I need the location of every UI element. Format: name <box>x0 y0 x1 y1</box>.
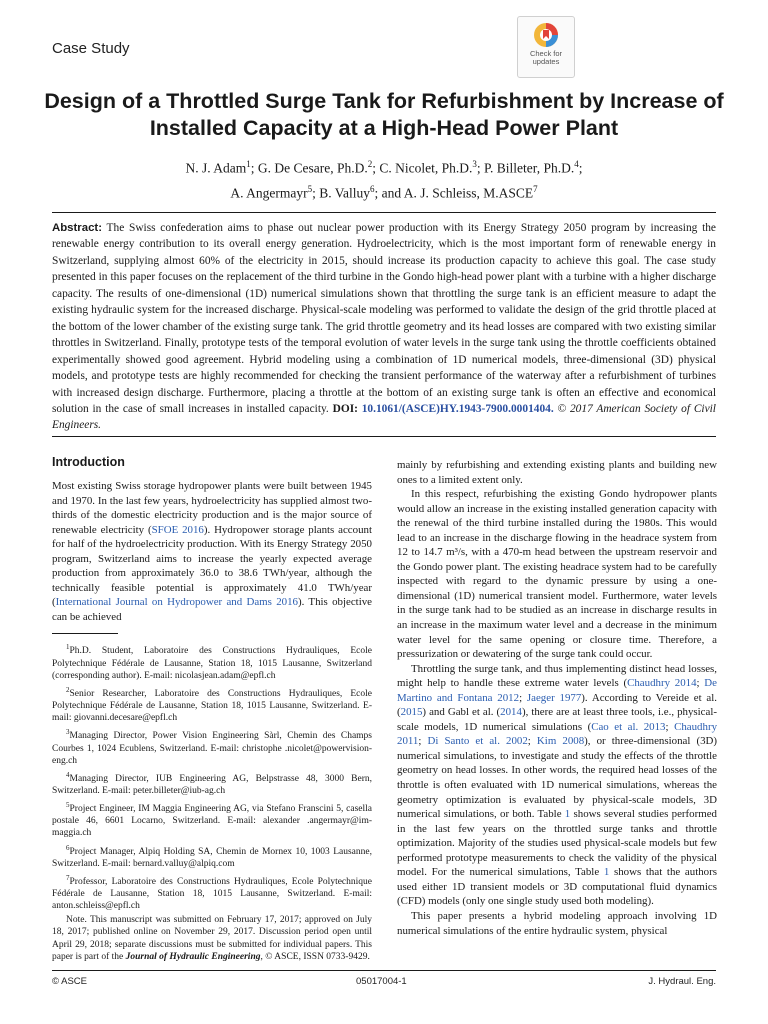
footnote <box>52 726 372 766</box>
doi-link[interactable]: 10.1061/(ASCE)HY.1943-7900.0001404. <box>361 402 554 415</box>
body-paragraph <box>397 662 717 909</box>
body-paragraph: In this respect, refurbishing the existing Gondo hydropower plants would allow an increase in the existing installed generation capacity with the renewal of the third turbine installed during the 1980s. This would lead to an increase in the discharge flowing in the headrace system from 12 to 14.7 m³/s, with a 470-m head between the upstream reservoir and the Gondo power plant. The existing headrace system had to be carefully inspected with regard to the dynamic pressure by using a one-dimensional (1D) numerical transient model. Furthermore, water levels in the surge tank had to be studied as an increase in discharge results in an increase in the maximum water level and a decrease in the minimum water level for the same opening or closure time. Therefore, a pressurization or dewatering of the surge tank could occur. <box>397 488 717 661</box>
text-run: shows that the authors used either 1D transient models or 3D computational fluid dynamics (CFD) models (only one single study used both modeling). <box>397 866 717 908</box>
citation-link[interactable]: Di Santo et al. 2002 <box>427 735 528 748</box>
footnote-text: Project Engineer, IM Maggia Engineering AG, via Stefano Franscini 5, casella postale 46, 6601 Locarno, Switzerland. E-mail: alexander .angermayr@im-maggia.ch <box>52 804 372 839</box>
footnote-mark: 5 <box>66 801 70 810</box>
footnote-text: Professor, Laboratoire des Constructions Hydrauliques, Ecole Polytechnique Fédérale de Lausanne, Station 18, 1015 Lausanne, Switzerland. E-mail: anton.schleiss@epfl.ch <box>52 877 372 912</box>
text-run: ), or three-dimensional (3D) numerical simulations, to investigate and study the effects of the throttle geometry on head losses. In other words, the required head losses of the throttle is often evaluated with 1D numerical simulations, whereas the geometry optimization is evaluated by physical-scale models, 3D numerical simulations, or both. Table <box>397 735 718 821</box>
text-run: ), there are at least three tools, i.e., physical-scale models, 1D numerical simulations ( <box>397 706 718 733</box>
author-affiliation-mark: 7 <box>533 183 538 194</box>
footnote-mark: 1 <box>66 643 70 652</box>
table-link[interactable]: 1 <box>603 866 610 879</box>
check-for-updates-badge[interactable] <box>517 16 575 78</box>
body-paragraph: This paper presents a hybrid modeling approach involving 1D numerical simulations of the entire hydraulic system, physical <box>397 909 717 937</box>
citation-link[interactable]: Chaudhry 2014 <box>627 677 697 690</box>
footnote <box>52 769 372 797</box>
text-run: ; <box>418 735 428 748</box>
footnote <box>52 684 372 724</box>
doi-label: DOI: <box>332 402 358 415</box>
section-label: Case Study <box>52 40 130 57</box>
author: P. Billeter, Ph.D. <box>484 160 575 176</box>
text-run: ; <box>527 735 537 748</box>
footnote-text: Senior Researcher, Laboratoire des Constructions Hydrauliques, Ecole Polytechnique Fédérale de Lausanne, Station 18, 1015 Lausanne, Switzerland. E-mail: giovanni.decesare@epfl.ch <box>52 689 372 724</box>
body-paragraph: mainly by refurbishing and extending existing plants and building new ones to a limited extent only. <box>397 459 717 486</box>
author-affiliation-mark: 2 <box>367 159 373 169</box>
author-affiliation-mark: 1 <box>246 159 251 169</box>
author-separator: ; <box>312 185 320 200</box>
footnote <box>52 641 372 681</box>
text-run: Throttling the surge tank, and thus implementing distinct head losses, might help to handle these extreme water levels ( <box>397 662 717 690</box>
footer-article-number: 05017004-1 <box>356 976 407 987</box>
text-run: Most existing Swiss storage hydropower plants were built between 1945 and 1970. In the last few years, hydroelectricity has supplied almost two-thirds of the domestic electricity production and is the major source of renewable electricity ( <box>52 480 372 536</box>
footnote-mark: 4 <box>66 770 70 779</box>
author-separator: ; and <box>374 185 404 200</box>
author: N. J. Adam <box>185 160 247 176</box>
footnote-text: Project Manager, Alpiq Holding SA, Chemin de Mornex 10, 1003 Lausanne, Switzerland. E-mail: bernard.valluy@alpiq.com <box>52 846 372 869</box>
divider <box>52 436 716 437</box>
citation-link[interactable]: Cao et al. 2013 <box>591 720 666 733</box>
copyright: © 2017 American Society of Civil Engineers. <box>52 402 716 432</box>
abstract <box>52 220 716 434</box>
citation-link[interactable]: SFOE 2016 <box>151 523 204 536</box>
abstract-text: The Swiss confederation aims to phase out nuclear power production with its Energy Strategy 2050 program by increasing the renewable energy contribution to its overall energy generation. Hydroelectricity, which is the most important form of renewable energy in Switzerland, supplying almost 60% of the electricity in 2015, should increase its production capacity to achieve this goal. The case study presented in this paper focuses on the replacement of the third turbine in the Gondo high-head power plant with a turbine with a higher discharge capacity. The results of one-dimensional (1D) numerical simulations shown that throttling the surge tank is an efficient measure to adapt the existing hydraulic system for the increased discharge. Physical-scale modeling was performed to validate the design of the grid throttle placed at the bottom of the lower chamber of the existing surge tank. The grid throttle geometry and its head losses are compared with two existing similar throttles in Switzerland. Finally, prototype tests of the temporal evolution of water levels in the surge tank using the throttle coefficients obtained experimentally showed good agreement. Hybrid modeling using a combination of 1D numerical models, three-dimensional (3D) physical models, and prototype tests are highly recommended for checking the transient performance of the waterway after a refurbishment of turbines with increased design discharge. Furthermore, placing a throttle at the bottom of an existing surge tank is often an effective and economical solution in the case of small increases in installed capacity. <box>52 222 716 415</box>
check-for-updates-icon <box>533 22 559 48</box>
text-run: ). Hydropower storage plants account for half of the hydroelectricity production. With its Energy Strategy 2050 program, Switzerland aims to increase the yearly expected average production from approximately 36.0 to 38.6 TWh/year, although the technically feasible potential is approximately 41.0 TWh/year ( <box>52 523 372 609</box>
divider <box>52 212 716 213</box>
text-run: shows several studies performed in the last few years on the throttled surge tanks and throttle optimization. Majority of the studies used physical-scale models but few performed prototype measurements to check the validity of the physical model. For the numerical simulations, Table <box>397 808 717 879</box>
citation-link[interactable]: Chaudhry 2011 <box>397 720 718 748</box>
footnote <box>52 842 372 870</box>
citation-link[interactable]: De Martino and Fontana 2012 <box>397 677 717 704</box>
section-heading: Introduction <box>52 455 125 469</box>
author: G. De Cesare, Ph.D. <box>257 160 368 176</box>
author-affiliation-mark: 4 <box>574 159 579 169</box>
footnote <box>52 872 372 912</box>
text-run: ). According to Vereide et al. ( <box>397 691 717 719</box>
footnote-divider <box>52 633 118 634</box>
author-affiliation-mark: 5 <box>307 183 313 194</box>
paper-title: Design of a Throttled Surge Tank for Refurbishment by Increase of Installed Capacity at a High-Head Power Plant <box>44 89 724 140</box>
author: A. Angermayr <box>230 185 308 200</box>
footer-publisher: © ASCE <box>52 976 87 987</box>
footnote-mark: 6 <box>66 843 70 852</box>
citation-link[interactable]: International Journal on Hydropower and Dams 2016 <box>55 596 298 609</box>
author: B. Valluy <box>319 185 370 200</box>
footnote-mark: 7 <box>66 873 70 882</box>
text-run: ) and Gabl et al. ( <box>422 706 501 719</box>
text-run: , © ASCE, ISSN 0733-9429. <box>260 951 370 962</box>
author-list <box>40 154 728 203</box>
footer-divider <box>52 970 716 971</box>
citation-link[interactable]: 2015 <box>400 706 423 719</box>
text-run: ; <box>696 677 705 690</box>
footnote-text: Managing Director, Power Vision Engineering Sàrl, Chemin des Champs Courbes 1, 1024 Ecublens, Switzerland. E-mail: christophe .nicolet@powervision-eng.ch <box>52 731 372 766</box>
author-separator: ; <box>578 160 583 176</box>
footer-journal: J. Hydraul. Eng. <box>648 976 716 987</box>
citation-link[interactable]: Kim 2008 <box>536 735 585 748</box>
table-link[interactable]: 1 <box>564 808 571 821</box>
citation-link[interactable]: 2014 <box>500 706 522 719</box>
author-separator: ; <box>476 160 485 176</box>
abstract-label: Abstract: <box>52 222 103 234</box>
author: C. Nicolet, Ph.D. <box>379 160 473 176</box>
footnote-mark: 3 <box>66 728 70 737</box>
journal-name: Journal of Hydraulic Engineering <box>125 951 261 962</box>
author-separator: ; <box>250 160 258 176</box>
text-run: Note. This manuscript was submitted on February 17, 2017; approved on July 18, 2017; published online on November 29, 2017. Discussion period open until April 29, 2018; separate discussions must be submitted for individual papers. This paper is part of the <box>52 915 372 962</box>
text-run: ; <box>665 720 675 733</box>
text-run: ; <box>519 691 527 704</box>
intro-paragraph <box>52 479 372 624</box>
footnote-mark: 2 <box>66 685 70 694</box>
author-separator: ; <box>372 160 380 176</box>
citation-link[interactable]: Jaeger 1977 <box>526 691 582 704</box>
manuscript-note <box>52 914 372 962</box>
right-column <box>397 458 717 938</box>
author-affiliation-mark: 3 <box>472 159 477 169</box>
footnote <box>52 799 372 839</box>
badge-label: Check for updates <box>529 49 563 66</box>
text-run: ). This objective can be achieved <box>52 596 373 623</box>
footnote-text: Managing Director, IUB Engineering AG, Belpstrasse 48, 3000 Bern, Switzerland. E-mail: peter.billeter@iub-ag.ch <box>52 773 372 797</box>
author-affiliation-mark: 6 <box>370 183 375 194</box>
footnote-text: Ph.D. Student, Laboratoire des Constructions Hydrauliques, Ecole Polytechnique Fédérale de Lausanne, Station 18, 1015 Lausanne, Switzerland (corresponding author). E-mail: nicolasjean.adam@epfl.ch <box>52 646 372 681</box>
author: A. J. Schleiss, M.ASCE <box>403 185 534 200</box>
left-column <box>52 455 372 963</box>
